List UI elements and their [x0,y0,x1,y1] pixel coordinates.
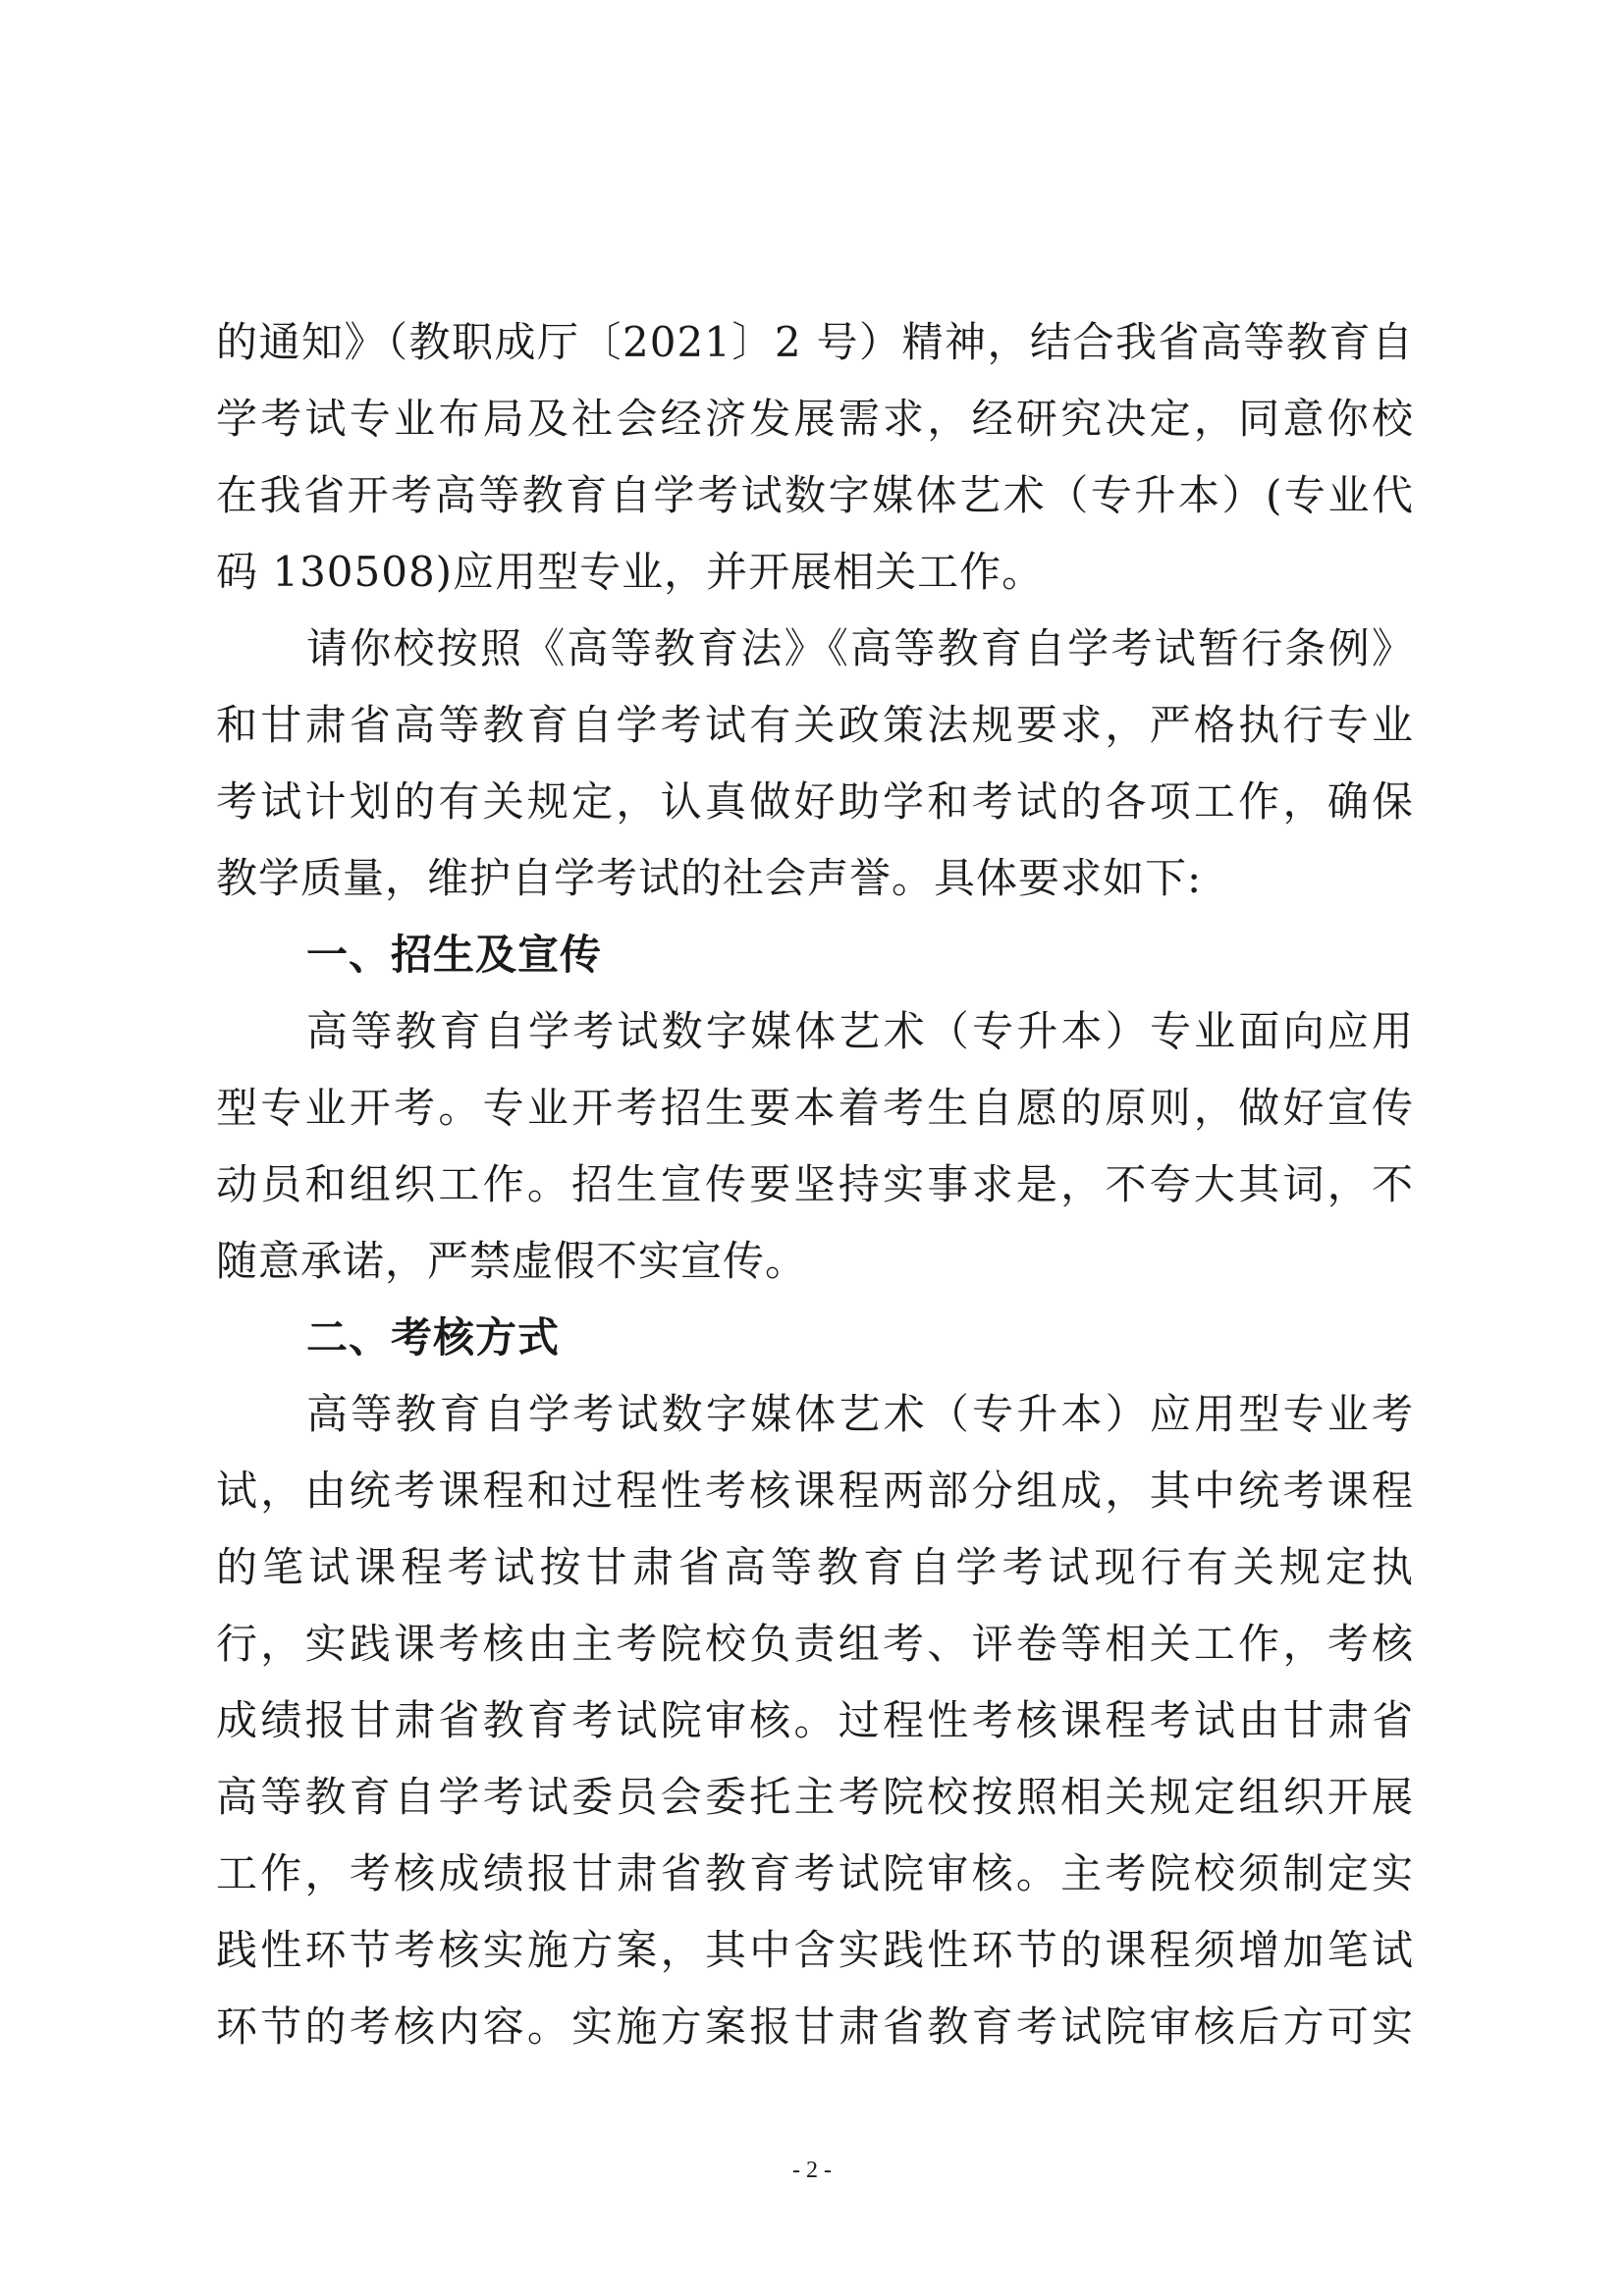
paragraph-line: 动员和组织工作。招生宣传要坚持实事求是，不夸大其词，不 [216,1160,1414,1208]
paragraph-line: 随意承诺，严禁虚假不实宣传。 [216,1237,808,1285]
paragraph-line: 试，由统考课程和过程性考核课程两部分组成，其中统考课程 [216,1467,1414,1515]
page-number: - 2 - [792,2158,832,2183]
paragraph-line: 高等教育自学考试数字媒体艺术（专升本）专业面向应用 [306,1007,1414,1055]
paragraph-line: 高等教育自学考试委员会委托主考院校按照相关规定组织开展 [216,1773,1414,1821]
paragraph-line: 请你校按照《高等教育法》《高等教育自学考试暂行条例》 [306,624,1414,672]
paragraph-line: 型专业开考。专业开考招生要本着考生自愿的原则，做好宣传 [216,1084,1414,1132]
paragraph-line: 教学质量，维护自学考试的社会声誉。具体要求如下: [216,854,1203,902]
paragraph-line: 成绩报甘肃省教育考试院审核。过程性考核课程考试由甘肃省 [216,1696,1414,1744]
paragraph-line: 的通知》（教职成厅〔2021〕2 号）精神，结合我省高等教育自 [216,318,1414,366]
section-heading: 一、招生及宣传 [306,931,603,979]
document-body [216,304,1414,2065]
paragraph-line: 行，实践课考核由主考院校负责组考、评卷等相关工作，考核 [216,1620,1414,1668]
paragraph-line: 环节的考核内容。实施方案报甘肃省教育考试院审核后方可实 [216,2002,1414,2051]
paragraph-line: 和甘肃省高等教育自学考试有关政策法规要求，严格执行专业 [216,701,1414,749]
paragraph-line: 工作，考核成绩报甘肃省教育考试院审核。主考院校须制定实 [216,1849,1414,1897]
paragraph-line: 考试计划的有关规定，认真做好助学和考试的各项工作，确保 [216,777,1414,826]
paragraph-line: 学考试专业布局及社会经济发展需求，经研究决定，同意你校 [216,395,1414,443]
paragraph-line: 的笔试课程考试按甘肃省高等教育自学考试现行有关规定执 [216,1543,1414,1591]
paragraph-line: 高等教育自学考试数字媒体艺术（专升本）应用型专业考 [306,1390,1414,1438]
section-heading: 二、考核方式 [306,1313,561,1362]
paragraph-line: 在我省开考高等教育自学考试数字媒体艺术（专升本）(专业代 [216,471,1414,519]
paragraph-line: 码 130508)应用型专业，并开展相关工作。 [216,548,1045,596]
paragraph-line: 践性环节考核实施方案，其中含实践性环节的课程须增加笔试 [216,1926,1414,1974]
